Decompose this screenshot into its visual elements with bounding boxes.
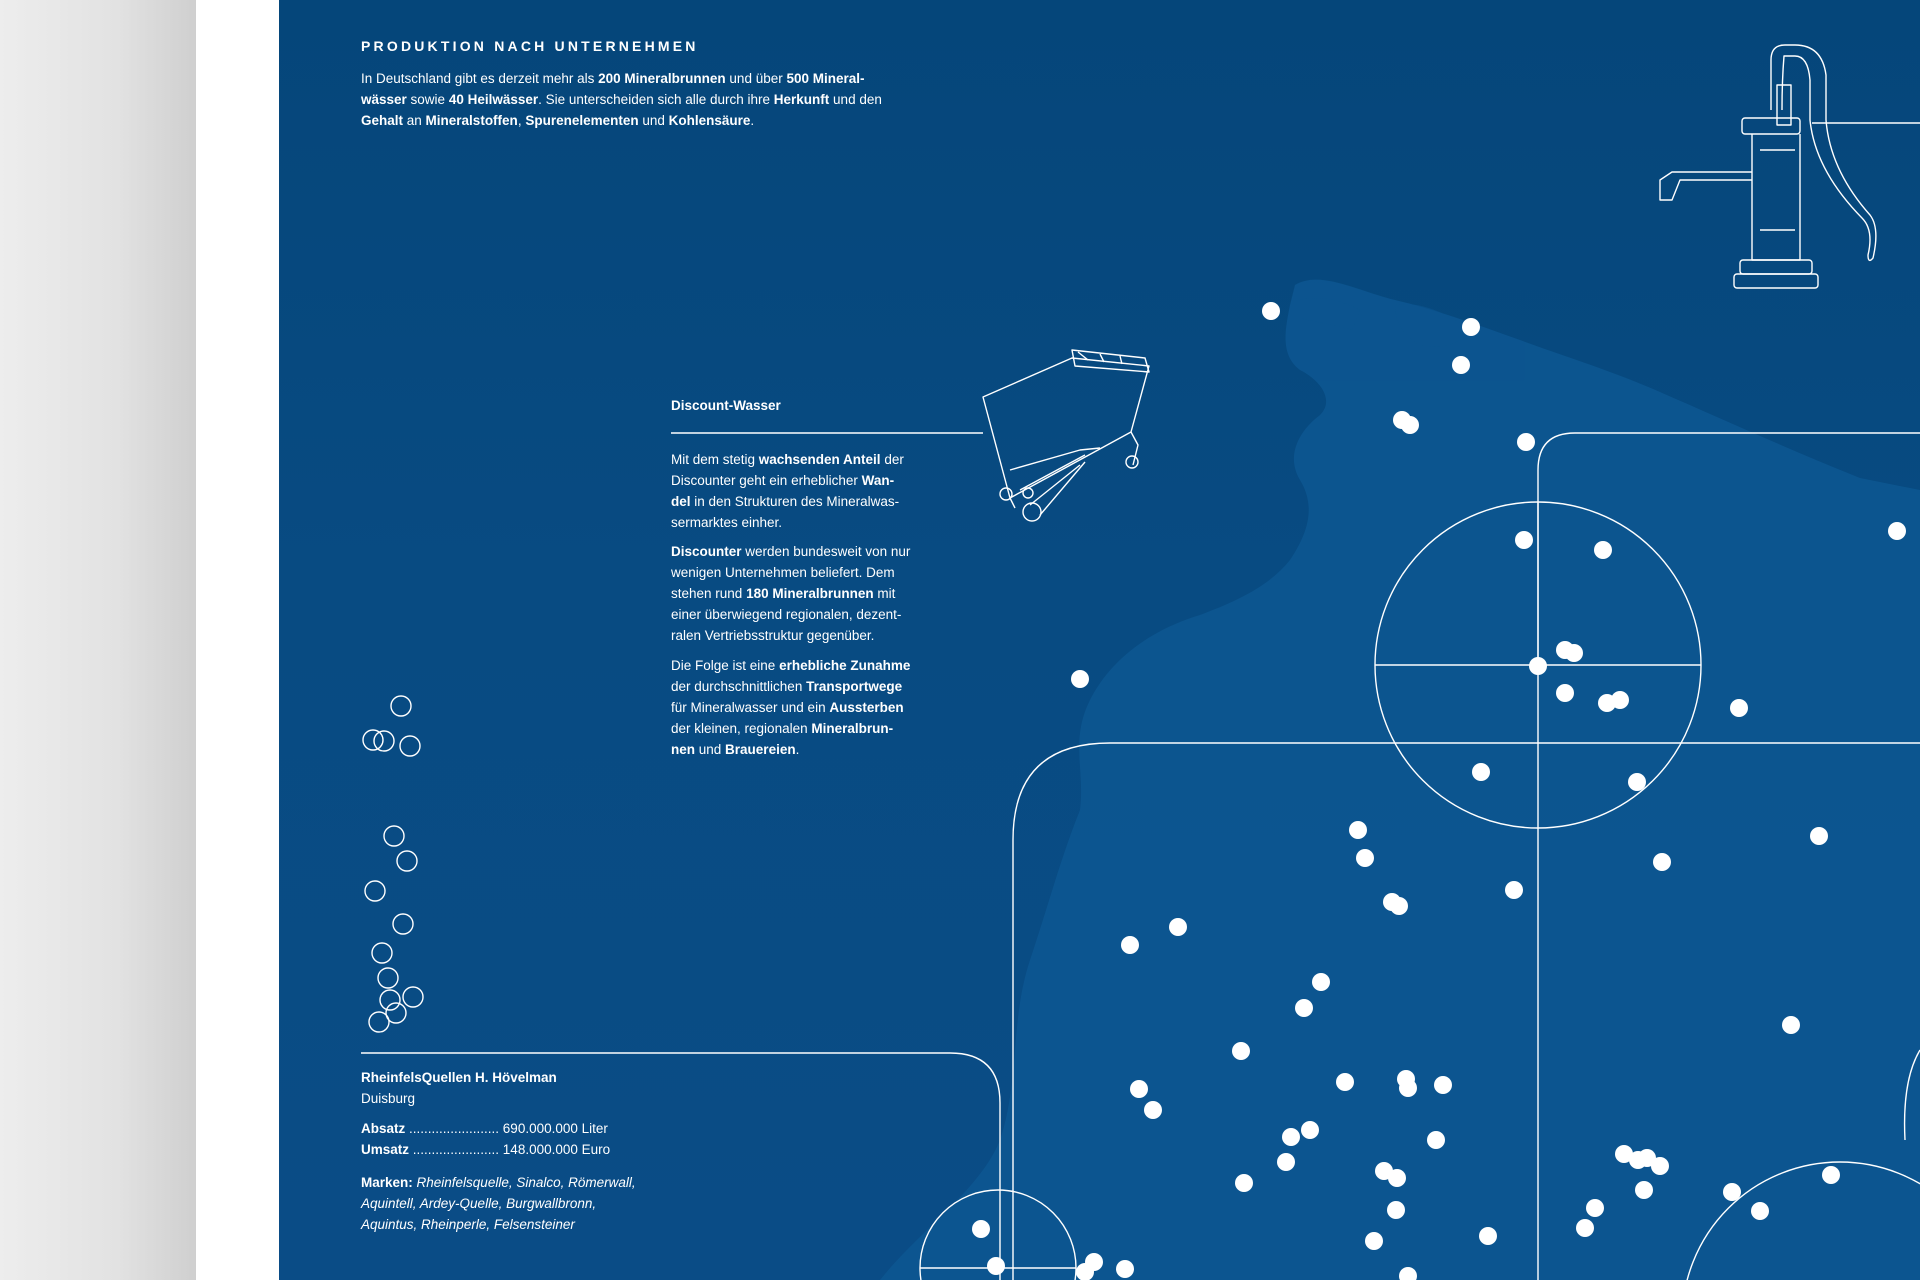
map-dot <box>1116 1260 1134 1278</box>
absatz-row: Absatz ........................ 690.000.000 Liter <box>361 1121 608 1136</box>
map-dot <box>1235 1174 1253 1192</box>
water-pump-icon <box>1660 45 1876 288</box>
bubble-icon <box>384 826 404 846</box>
map-dot <box>1427 1131 1445 1149</box>
bubble-icon <box>365 881 385 901</box>
map-dot <box>1365 1232 1383 1250</box>
map-dot <box>1515 531 1533 549</box>
map-dot <box>1130 1080 1148 1098</box>
map-dot <box>1888 522 1906 540</box>
map-dot <box>1462 318 1480 336</box>
map-dot <box>972 1220 990 1238</box>
map-dot <box>1356 849 1374 867</box>
bubbles-column <box>363 696 423 1032</box>
map-dot <box>987 1257 1005 1275</box>
map-dot <box>1282 1128 1300 1146</box>
map-dot <box>1822 1166 1840 1184</box>
shopping-cart-icon <box>983 350 1149 521</box>
map-dot <box>1576 1219 1594 1237</box>
map-dot <box>1556 684 1574 702</box>
map-dot <box>1336 1073 1354 1091</box>
map-dot <box>1121 936 1139 954</box>
bubble-icon <box>400 736 420 756</box>
bubble-icon <box>380 990 400 1010</box>
map-dot <box>1628 773 1646 791</box>
map-dot <box>1730 699 1748 717</box>
map-dot <box>1517 433 1535 451</box>
map-dot <box>1611 691 1629 709</box>
bubble-icon <box>372 943 392 963</box>
bubble-icon <box>374 731 394 751</box>
map-dot <box>1452 356 1470 374</box>
map-dot <box>1472 763 1490 781</box>
map-dot <box>1651 1157 1669 1175</box>
bubble-icon <box>397 851 417 871</box>
map-dot <box>1586 1199 1604 1217</box>
discount-paragraph-1: Mit dem stetig wachsenden Anteil der Discounter geht ein erheblicher Wan- del in den Strukturen des Mineralwas- sermarktes einher. <box>671 452 904 530</box>
map-dot <box>1594 541 1612 559</box>
map-dot <box>1401 416 1419 434</box>
germany-map-shape <box>880 280 1920 1280</box>
intro-text: In Deutschland gibt es derzeit mehr als 200 Mineralbrunnen und über 500 Mineral- wässer sowie 40 Heilwässer. Sie unterscheiden sich alle durch ihre Herkunft und den Gehalt an Mineralstoffen, Spurenelementen und Kohlensäure. <box>361 71 882 128</box>
bubble-icon <box>378 968 398 988</box>
bubble-icon <box>369 1012 389 1032</box>
map-dot <box>1434 1076 1452 1094</box>
map-dot <box>1565 644 1583 662</box>
map-dot <box>1782 1016 1800 1034</box>
map-dot <box>1349 821 1367 839</box>
bubble-icon <box>393 914 413 934</box>
map-dot <box>1387 1201 1405 1219</box>
map-dot <box>1723 1183 1741 1201</box>
map-dot <box>1751 1202 1769 1220</box>
map-dot <box>1312 973 1330 991</box>
discount-paragraph-2: Discounter werden bundesweit von nur wenigen Unternehmen beliefert. Dem stehen rund 180 Mineralbrunnen mit einer überwiegend regionalen, dezent- ralen Vertriebsstruktur gegenüber. <box>671 544 911 643</box>
map-dot <box>1399 1079 1417 1097</box>
map-dot <box>1479 1227 1497 1245</box>
brands-list: Marken: Rheinfelsquelle, Sinalco, Römerwall, Aquintell, Ardey-Quelle, Burgwallbronn, Aquintus, Rheinperle, Felsensteiner <box>361 1175 636 1232</box>
discount-paragraph-3: Die Folge ist eine erhebliche Zunahme der durchschnittlichen Transportwege für Mineralwasser und ein Aussterben der kleinen, regionalen Mineralbrun- nen und Brauereien. <box>671 658 911 757</box>
map-dot <box>1169 918 1187 936</box>
bubble-icon <box>363 730 383 750</box>
map-dot <box>1277 1153 1295 1171</box>
map-dot <box>1301 1121 1319 1139</box>
discount-title: Discount-Wasser <box>671 398 781 413</box>
map-dot <box>1295 999 1313 1017</box>
company-city: Duisburg <box>361 1091 416 1106</box>
map-dot <box>1388 1169 1406 1187</box>
map-dot <box>1635 1181 1653 1199</box>
map-dot <box>1653 853 1671 871</box>
company-name: RheinfelsQuellen H. Hövelman <box>361 1070 557 1085</box>
map-dot <box>1529 657 1547 675</box>
bubble-icon <box>403 987 423 1007</box>
map-dot <box>1390 897 1408 915</box>
bubble-icon <box>391 696 411 716</box>
page-title: PRODUKTION NACH UNTERNEHMEN <box>361 38 699 54</box>
map-dot <box>1144 1101 1162 1119</box>
map-dot <box>1232 1042 1250 1060</box>
umsatz-row: Umsatz ....................... 148.000.000 Euro <box>361 1142 611 1157</box>
map-dot <box>1810 827 1828 845</box>
map-dot <box>1262 302 1280 320</box>
map-dot <box>1505 881 1523 899</box>
map-dot <box>1071 670 1089 688</box>
